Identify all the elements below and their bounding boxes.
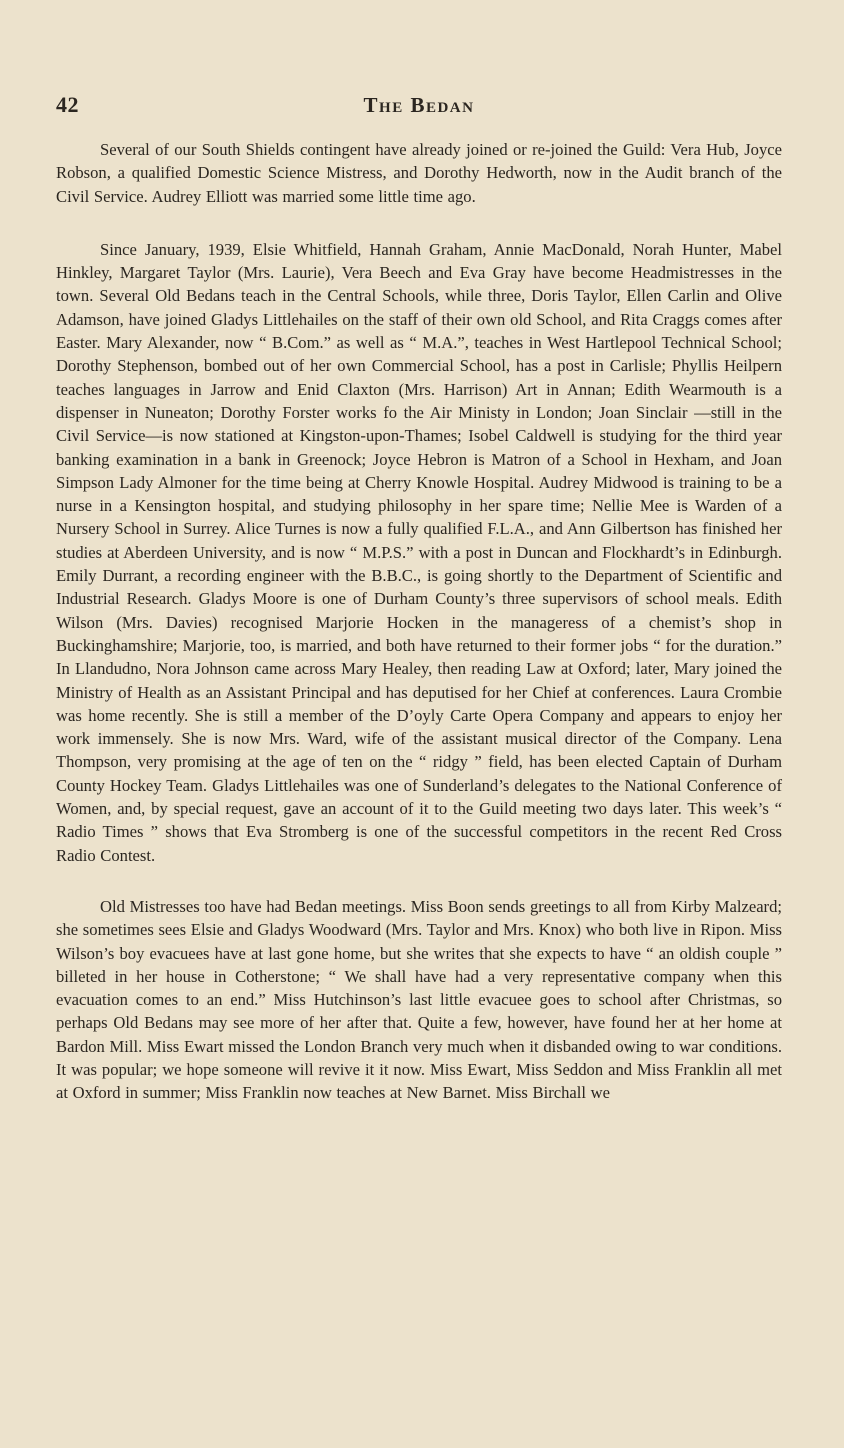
paragraph-south-shields: Several of our South Shields contingent have already joined or re-joined the Guild: Vera Hub, Joyce Robson, a qualified Domestic Science Mistress, and Dorothy Hedworth, now in the Audit branch of the Civil Service. Audrey Elliott was married some little time ago.: [56, 140, 782, 206]
paragraph-old-mistresses: Old Mistresses too have had Bedan meetings. Miss Boon sends greetings to all from Kirby Malzeard; she sometimes sees Elsie and Gladys Woodward (Mrs. Taylor and Mrs. Knox) who both live in Ripon. Miss Wilson’s boy evacuees have at last gone home, but she writes that she expects to have “ an oldish couple ” billeted in her house in Cotherstone; “ We shall have had a very representative company when this evacuation comes to an end.” Miss Hutchinson’s last little evacuee goes to school after Christmas, so perhaps Old Bedans may see more of her after that. Quite a few, however, have found her at her home at Bardon Mill. Miss Ewart missed the London Branch very much when it disbanded owing to war conditions. It was popular; we hope someone will revive it it now. Miss Ewart, Miss Seddon and Miss Franklin all met at Oxford in summer; Miss Franklin now teaches at New Barnet. Miss Birchall we: [56, 896, 782, 1103]
page-header: [56, 92, 782, 128]
page-number: 42: [56, 92, 79, 117]
paragraph-old-bedans-news: Since January, 1939, Elsie Whitfield, Hannah Graham, Annie MacDonald, Norah Hunter, Mabel Hinkley, Margaret Taylor (Mrs. Laurie), Vera Beech and Eva Gray have become Headmistresses in the town. Several Old Bedans teach in the Central Schools, while three, Doris Taylor, Ellen Carlin and Olive Adamson, have joined Gladys Littlehailes on the staff of their own old School, and Rita Craggs comes after Easter. Mary Alexander, now “ B.Com.” as well as “ M.A.”, teaches in West Hartlepool Technical School; Dorothy Stephenson, bombed out of her own Commercial School, has a post in Carlisle; Phyllis Heilpern teaches languages in Jarrow and Enid Claxton (Mrs. Harrison) Art in Annan; Edith Wearmouth is a dispenser in Nuneaton; Dorothy Forster works fo the Air Ministy in London; Joan Sinclair —still in the Civil Service—is now stationed at Kingston-upon-Thames; Isobel Caldwell is studying for the third year banking examination in a bank in Greenock; Joyce Hebron is Matron of a School in Hexham, and Joan Simpson Lady Almoner for the time being at Cherry Knowle Hospital. Audrey Midwood is training to be a nurse in a Kensington hospital, and studying philosophy in her spare time; Nellie Mee is Warden of a Nursery School in Surrey. Alice Turnes is now a fully qualified F.L.A., and Ann Gilbertson has finished her studies at Aberdeen University, and is now “ M.P.S.” with a post in Duncan and Flockhardt’s in Edinburgh. Emily Durrant, a recording engineer with the B.B.C., is going shortly to the Department of Scientific and Industrial Research. Gladys Moore is one of Durham County’s three supervisors of school meals. Edith Wilson (Mrs. Davies) recognised Marjorie Hocken in the manageress of a chemist’s shop in Buckinghamshire; Marjorie, too, is married, and both have returned to their former jobs “ for the duration.” In Llandudno, Nora Johnson came across Mary Healey, then reading Law at Oxford; later, Mary joined the Ministry of Health as an Assistant Principal and has deputised for her Chief at conferences. Laura Crombie was home recently. She is still a member of the D’oyly Carte Opera Company and appears to enjoy her work immensely. She is now Mrs. Ward, wife of the assistant musical director of the Company. Lena Thompson, very promising at the age of ten on the “ ridgy ” field, has been elected Captain of Durham County Hockey Team. Gladys Littlehailes was one of Sunderland’s delegates to the National Conference of Women, and, by special request, gave an account of it to the Guild meeting two days later. This week’s “ Radio Times ” shows that Eva Stromberg is one of the successful competitors in the recent Red Cross Radio Contest.: [56, 239, 782, 865]
running-title: The Bedan: [363, 93, 475, 117]
document-page: [56, 92, 782, 1105]
